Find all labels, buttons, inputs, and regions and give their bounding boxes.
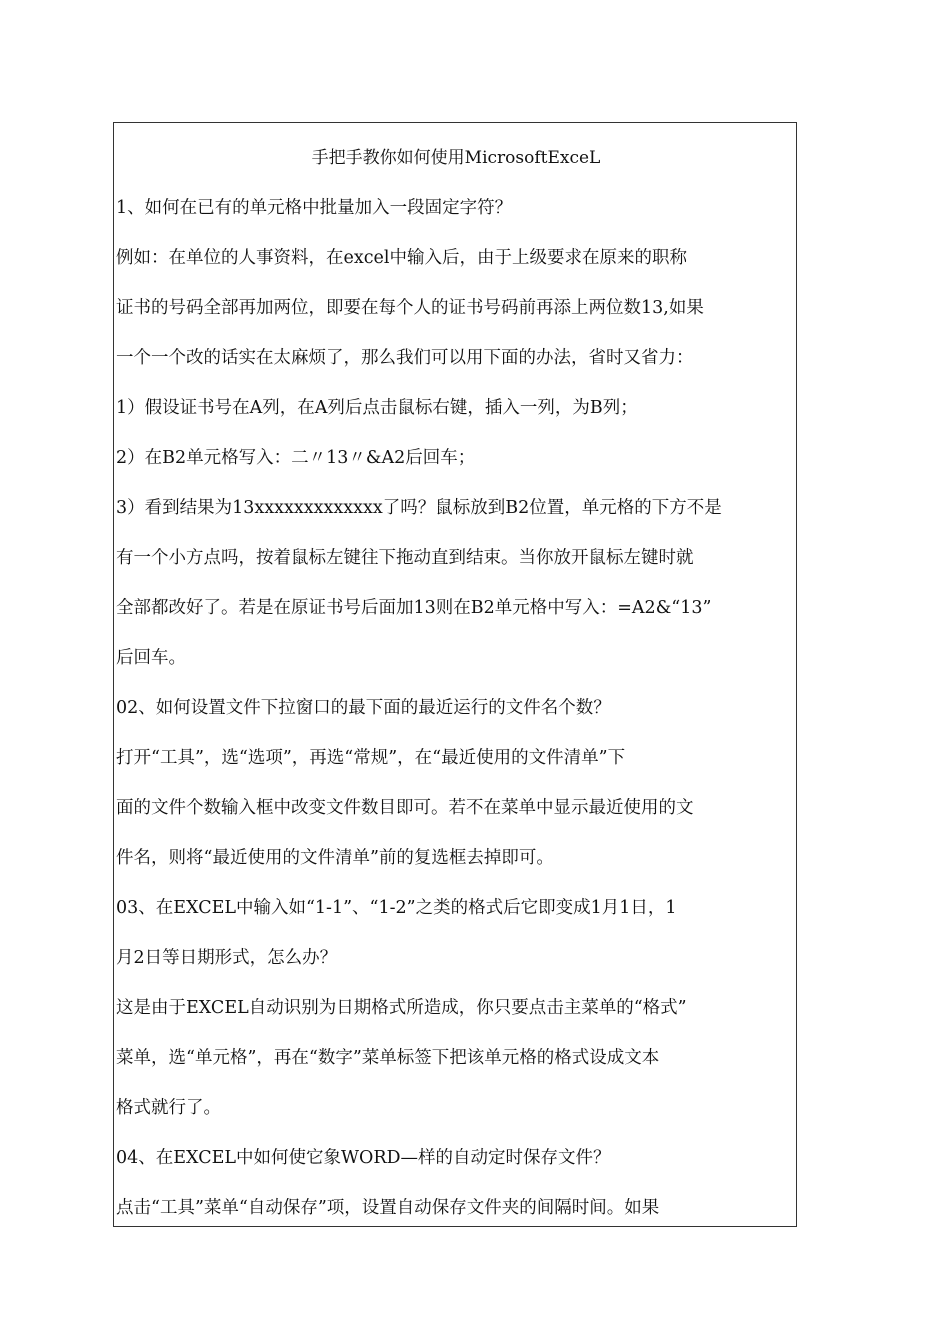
paragraph-line: 全部都改好了。若是在原证书号后面加13则在B2单元格中写入：=A2&“13” [116,598,712,618]
paragraph-line: 有一个小方点吗，按着鼠标左键往下拖动直到结束。当你放开鼠标左键时就 [116,548,694,568]
paragraph-line: 证书的号码全部再加两位，即要在每个人的证书号码前再添上两位数13,如果 [116,298,704,318]
paragraph-line: 例如：在单位的人事资料，在excel中输入后，由于上级要求在原来的职称 [116,248,687,268]
paragraph-line: 这是由于EXCEL自动识别为日期格式所造成，你只要点击主菜单的“格式” [116,998,687,1018]
paragraph-line: 点击“工具”菜单“自动保存”项，设置自动保存文件夹的间隔时间。如果 [116,1198,660,1218]
heading-q4: 04、在EXCEL中如何使它象WORD—样的自动定时保存文件？ [116,1148,611,1168]
heading-q2: 02、如何设置文件下拉窗口的最下面的最近运行的文件名个数？ [116,698,611,718]
paragraph-line: 打开“工具”，选“选项”，再选“常规”，在“最近使用的文件清单”下 [116,748,626,768]
step-2: 2）在B2单元格写入：二〃13〃&A2后回车； [116,448,476,468]
paragraph-line: 件名，则将“最近使用的文件清单”前的复选框去掉即可。 [116,848,554,868]
paragraph-line: 格式就行了。 [116,1098,221,1118]
heading-q1: 1、如何在已有的单元格中批量加入一段固定字符？ [116,198,513,218]
heading-q3: 03、在EXCEL中输入如“1-1”、“1-2”之类的格式后它即变成1月1日，1 [116,898,677,918]
paragraph-line: 一个一个改的话实在太麻烦了，那么我们可以用下面的办法，省时又省力： [116,348,694,368]
paragraph-line: 面的文件个数输入框中改变文件数目即可。若不在菜单中显示最近使用的文 [116,798,694,818]
paragraph-line: 菜单，选“单元格”，再在“数字”菜单标签下把该单元格的格式设成文本 [116,1048,660,1068]
step-3: 3）看到结果为13xxxxxxxxxxxxx了吗？鼠标放到B2位置，单元格的下方不是 [116,498,722,518]
document-frame [113,122,797,1227]
heading-q3-cont: 月2日等日期形式，怎么办？ [116,948,338,968]
document-title: 手把手教你如何使用MicrosoftExceL [311,148,601,168]
step-1: 1）假设证书号在A列，在A列后点击鼠标右键，插入一列，为B列； [116,398,638,418]
paragraph-line: 后回车。 [116,648,186,668]
